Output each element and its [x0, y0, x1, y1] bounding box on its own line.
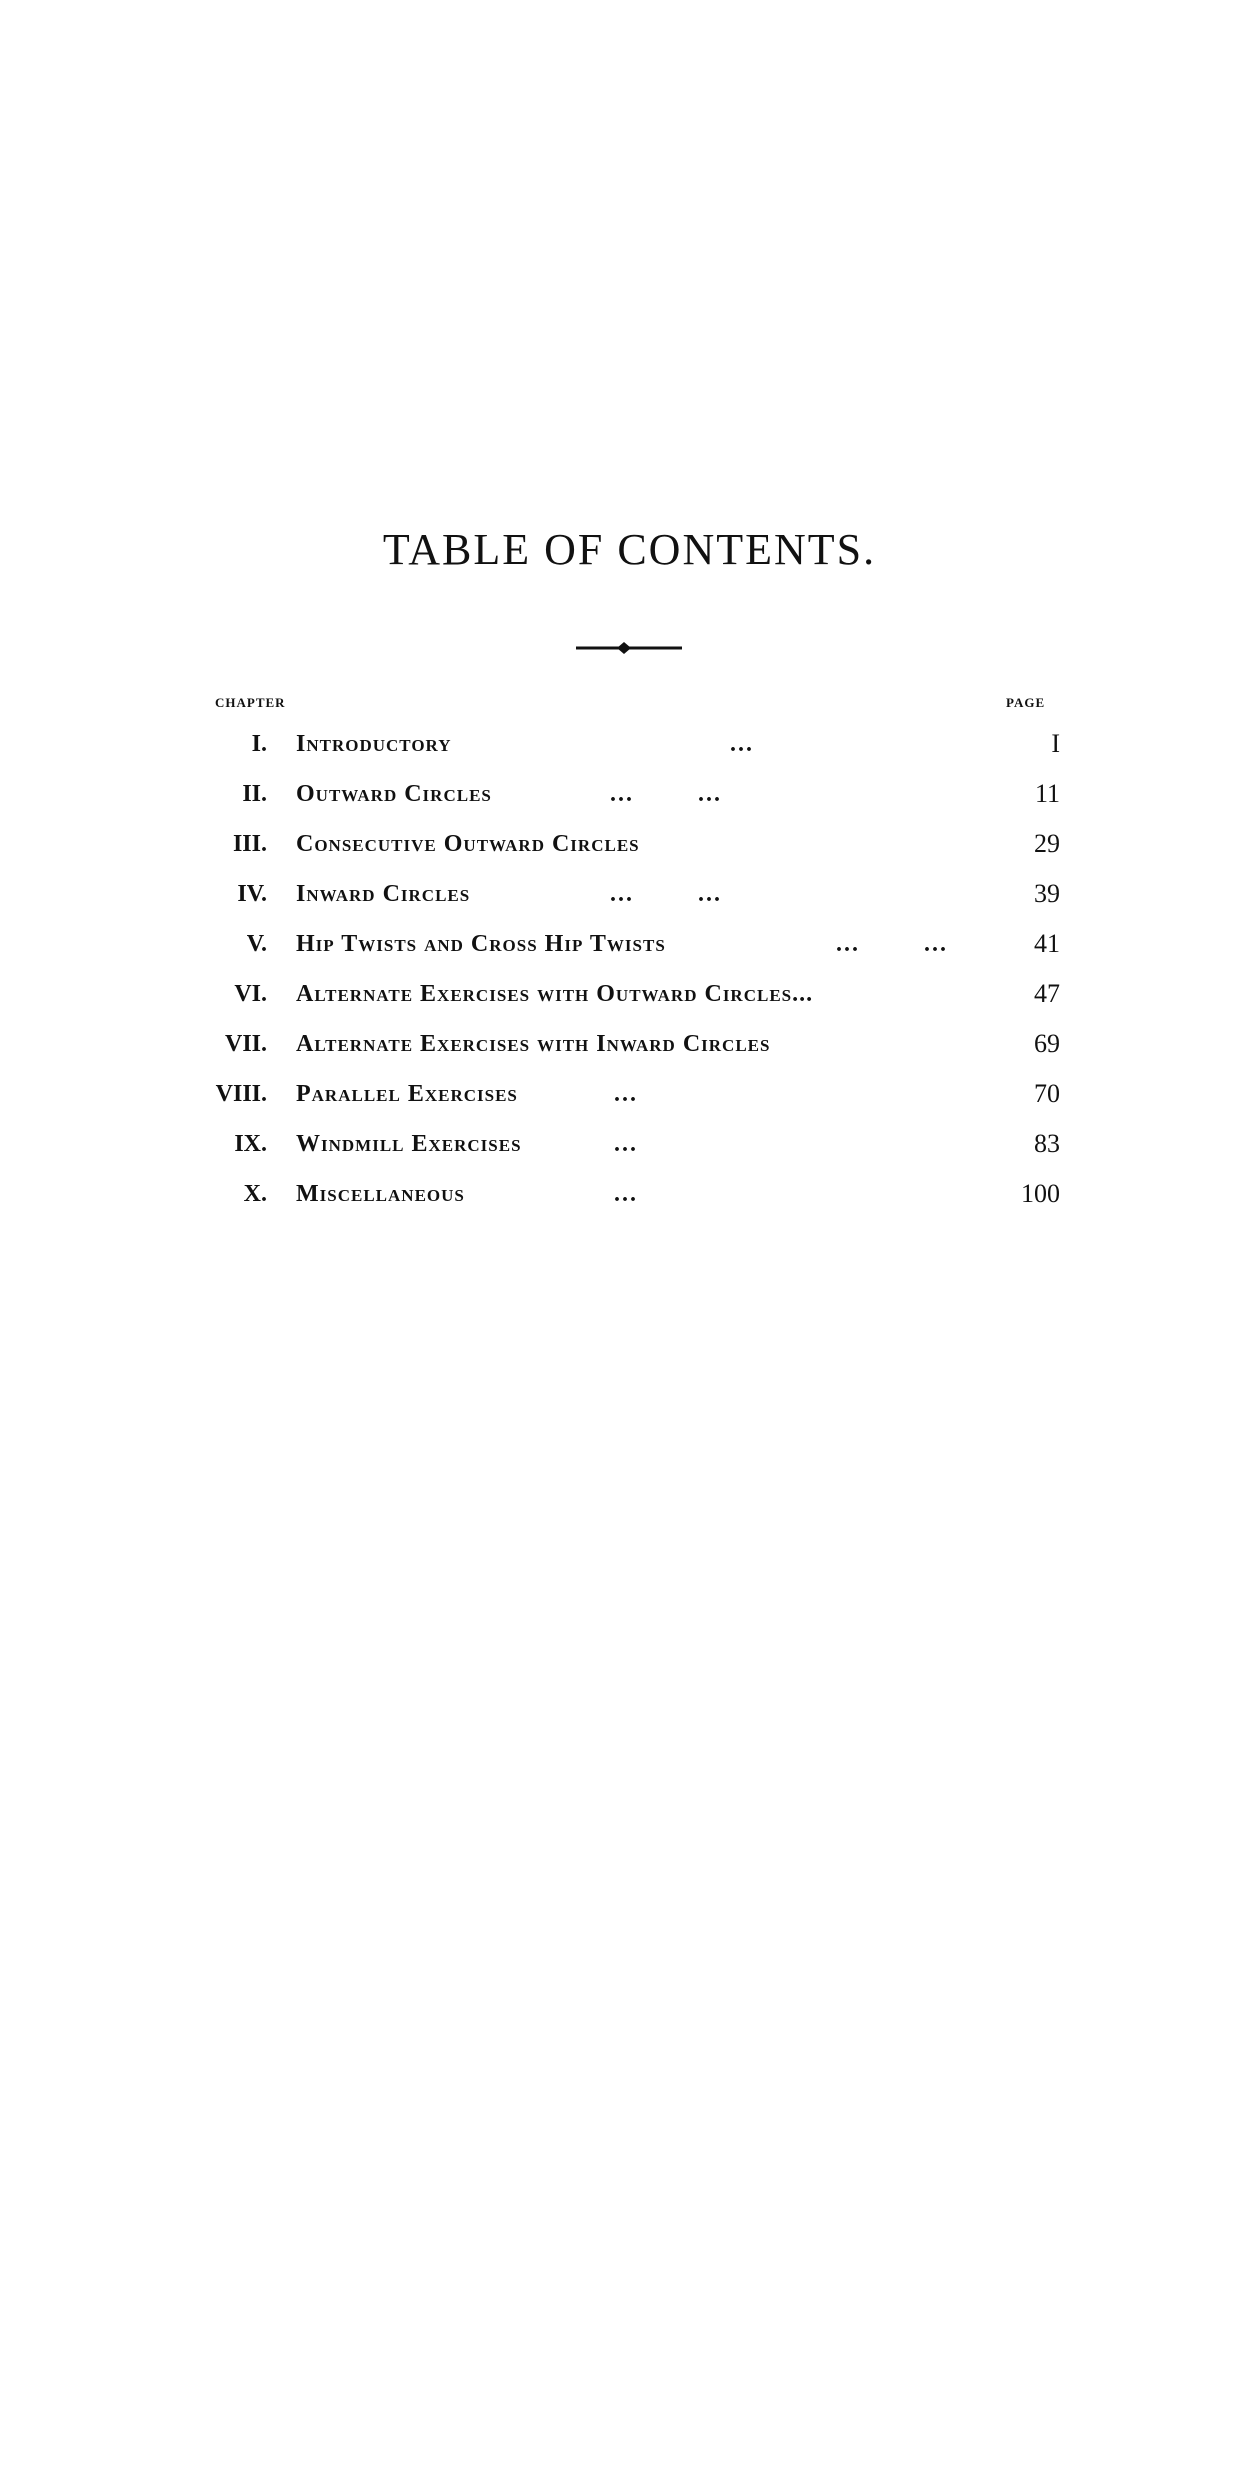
chapter-column-header: CHAPTER	[215, 695, 286, 710]
page-number: 29	[1034, 829, 1060, 858]
leader-dots: ...	[614, 1131, 638, 1157]
chapter-title: Parallel Exercises	[296, 1081, 518, 1107]
toc-entry	[0, 824, 1259, 864]
chapter-number: VII.	[224, 1031, 267, 1057]
chapter-number: X.	[243, 1181, 267, 1207]
page-number: 100	[1021, 1179, 1060, 1208]
ornament-divider-icon	[574, 640, 684, 656]
page-number: 41	[1034, 929, 1060, 958]
leader-dots: ... ...	[610, 881, 722, 907]
page-column-header: PAGE	[1006, 695, 1046, 710]
chapter-number: I.	[251, 731, 267, 757]
leader-dots: ... ...	[836, 931, 948, 957]
page-number: 69	[1034, 1029, 1060, 1058]
page-number: 47	[1034, 979, 1060, 1008]
chapter-number: VIII.	[215, 1081, 267, 1107]
chapter-title: Outward Circles	[296, 781, 492, 807]
page-number: I	[1051, 729, 1060, 758]
page-title: TABLE OF CONTENTS.	[382, 525, 877, 574]
toc-entry	[0, 924, 1259, 964]
toc-entry	[0, 1024, 1259, 1064]
toc-entry	[0, 1074, 1259, 1114]
page-number: 39	[1034, 879, 1060, 908]
chapter-title: Alternate Exercises with Outward Circles...	[296, 981, 814, 1007]
chapter-title: Consecutive Outward Circles	[296, 831, 640, 857]
chapter-title: Windmill Exercises	[296, 1131, 522, 1157]
chapter-title: Alternate Exercises with Inward Circles	[296, 1031, 771, 1057]
toc-entry	[0, 974, 1259, 1014]
leader-dots: ...	[614, 1181, 638, 1207]
toc-entry	[0, 1174, 1259, 1214]
page-number: 83	[1034, 1129, 1060, 1158]
leader-dots: ...	[730, 731, 754, 757]
chapter-number: VI.	[234, 981, 267, 1007]
toc-entry	[0, 724, 1259, 764]
page-number: 11	[1034, 779, 1060, 808]
toc-entry	[0, 1124, 1259, 1164]
leader-dots: ...	[614, 1081, 638, 1107]
chapter-number: V.	[246, 931, 267, 957]
chapter-title: Miscellaneous	[296, 1181, 465, 1207]
chapter-number: IV.	[237, 881, 267, 907]
chapter-number: III.	[232, 831, 267, 857]
page-number: 70	[1034, 1079, 1060, 1108]
chapter-title: Inward Circles	[296, 881, 471, 907]
toc-entry	[0, 874, 1259, 914]
chapter-title: Hip Twists and Cross Hip Twists	[296, 931, 666, 957]
chapter-title: Introductory	[296, 731, 452, 757]
toc-entry	[0, 774, 1259, 814]
chapter-number: IX.	[234, 1131, 267, 1157]
leader-dots: ... ...	[610, 781, 722, 807]
chapter-number: II.	[242, 781, 267, 807]
